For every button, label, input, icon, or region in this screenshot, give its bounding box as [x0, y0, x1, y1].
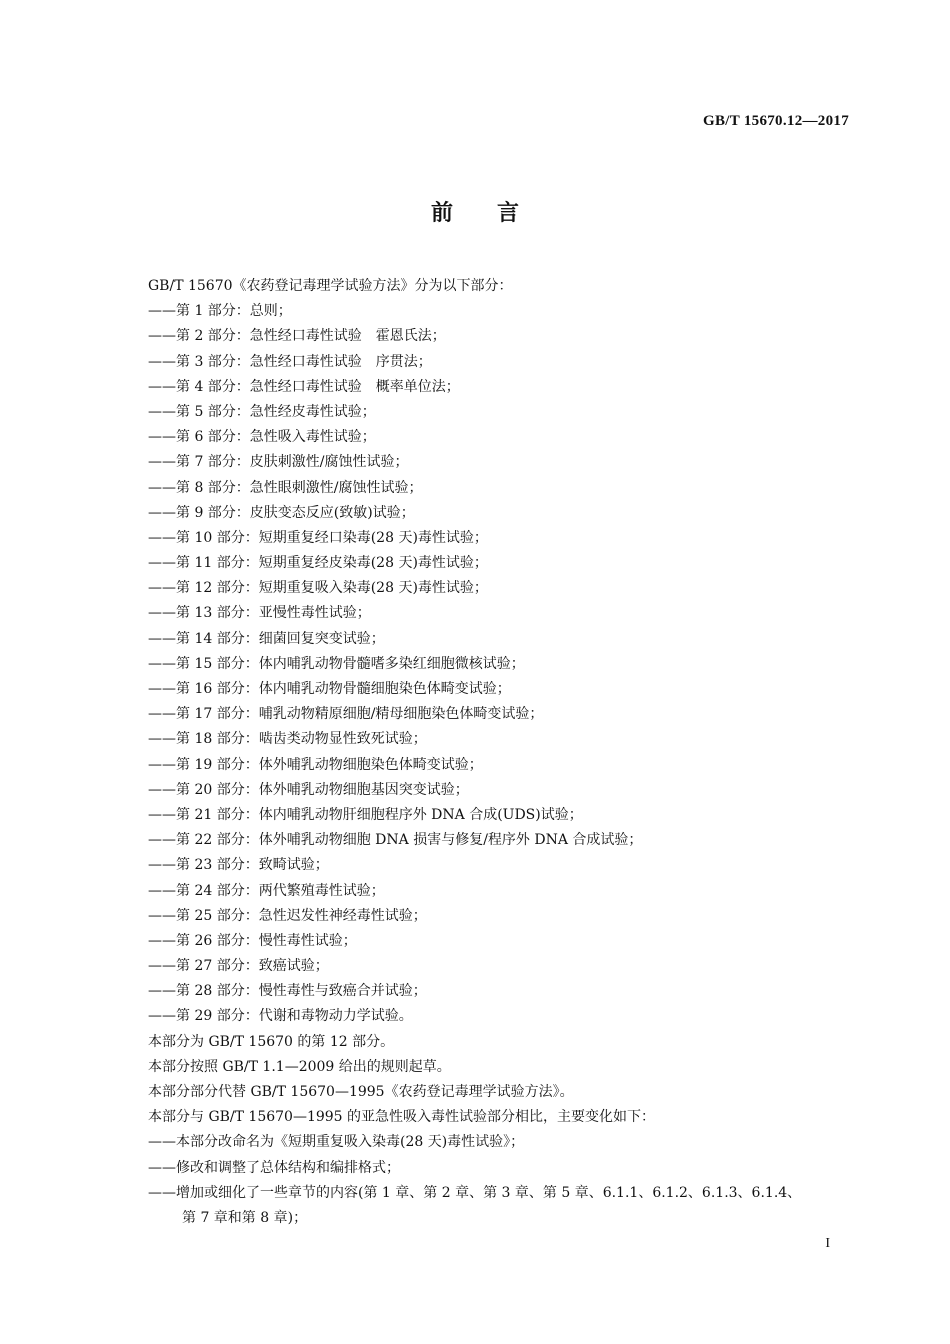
paragraph-line: 本部分部分代替 GB/T 15670—1995《农药登记毒理学试验方法》。 [148, 1084, 574, 1100]
part-list-item: ——第 10 部分：短期重复经口染毒(28 天)毒性试验； [148, 529, 488, 546]
change-list-item: ——增加或细化了一些章节的内容(第 1 章、第 2 章、第 3 章、第 5 章、6.1.1、6.1.2、6.1.3、6.1.4、 [148, 1184, 802, 1201]
part-list-item: ——第 2 部分：急性经口毒性试验 霍恩氏法； [148, 328, 446, 345]
title-char-1: 前 [430, 201, 453, 226]
part-list-item: ——第 20 部分：体外哺乳动物细胞基因突变试验； [148, 781, 469, 798]
part-list-item: ——第 24 部分：两代繁殖毒性试验； [148, 882, 385, 899]
page-title [0, 196, 950, 227]
part-list-item: ——第 3 部分：急性经口毒性试验 序贯法； [148, 353, 432, 370]
part-list-item: ——第 15 部分：体内哺乳动物骨髓嗜多染红细胞微核试验； [148, 655, 525, 672]
title-char-2: 言 [497, 201, 520, 226]
part-list-item: ——第 17 部分：哺乳动物精原细胞/精母细胞染色体畸变试验； [148, 706, 544, 723]
foreword-body [148, 274, 858, 1231]
part-list-item: ——第 13 部分：亚慢性毒性试验； [148, 605, 371, 622]
part-list-item: ——第 23 部分：致畸试验； [148, 857, 329, 874]
part-list-item: ——第 22 部分：体外哺乳动物细胞 DNA 损害与修复/程序外 DNA 合成试验； [148, 832, 643, 849]
part-list-item: ——第 18 部分：啮齿类动物显性致死试验； [148, 731, 427, 748]
standard-code: GB/T 15670.12—2017 [703, 113, 849, 129]
part-list-item: ——第 27 部分：致癌试验； [148, 958, 329, 975]
page-number: I [825, 1236, 830, 1251]
part-list-item: ——第 28 部分：慢性毒性与致癌合并试验； [148, 983, 427, 1000]
part-list-item: ——第 14 部分：细菌回复突变试验； [148, 630, 385, 647]
paragraph-line: 本部分按照 GB/T 1.1—2009 给出的规则起草。 [148, 1058, 451, 1075]
part-list-item: ——第 25 部分：急性迟发性神经毒性试验； [148, 907, 427, 924]
part-list-item: ——第 9 部分：皮肤变态反应(致敏)试验； [148, 504, 415, 521]
change-list-item: ——本部分改命名为《短期重复吸入染毒(28 天)毒性试验》； [148, 1134, 525, 1151]
part-list-item: ——第 6 部分：急性吸入毒性试验； [148, 429, 376, 446]
part-list-item: ——第 8 部分：急性眼刺激性/腐蚀性试验； [148, 479, 423, 496]
change-list-item-continuation: 第 7 章和第 8 章)； [182, 1209, 308, 1226]
part-list-item: ——第 26 部分：慢性毒性试验； [148, 932, 357, 949]
part-list-item: ——第 21 部分：体内哺乳动物肝细胞程序外 DNA 合成(UDS)试验； [148, 806, 583, 823]
part-list-item: ——第 29 部分：代谢和毒物动力学试验。 [148, 1008, 413, 1025]
part-list-item: ——第 16 部分：体内哺乳动物骨髓细胞染色体畸变试验； [148, 681, 511, 697]
intro-line: GB/T 15670《农药登记毒理学试验方法》分为以下部分： [148, 278, 513, 294]
change-list-item: ——修改和调整了总体结构和编排格式； [148, 1159, 400, 1176]
part-list-item: ——第 11 部分：短期重复经皮染毒(28 天)毒性试验； [148, 555, 488, 572]
paragraph-line: 本部分与 GB/T 15670—1995 的亚急性吸入毒性试验部分相比，主要变化如下： [148, 1109, 656, 1126]
part-list-item: ——第 7 部分：皮肤刺激性/腐蚀性试验； [148, 454, 409, 471]
paragraph-line: 本部分为 GB/T 15670 的第 12 部分。 [148, 1033, 395, 1050]
part-list-item: ——第 12 部分：短期重复吸入染毒(28 天)毒性试验； [148, 580, 488, 597]
part-list-item: ——第 4 部分：急性经口毒性试验 概率单位法； [148, 378, 460, 395]
part-list-item: ——第 1 部分：总则； [148, 303, 292, 320]
part-list-item: ——第 19 部分：体外哺乳动物细胞染色体畸变试验； [148, 756, 483, 773]
part-list-item: ——第 5 部分：急性经皮毒性试验； [148, 403, 376, 420]
